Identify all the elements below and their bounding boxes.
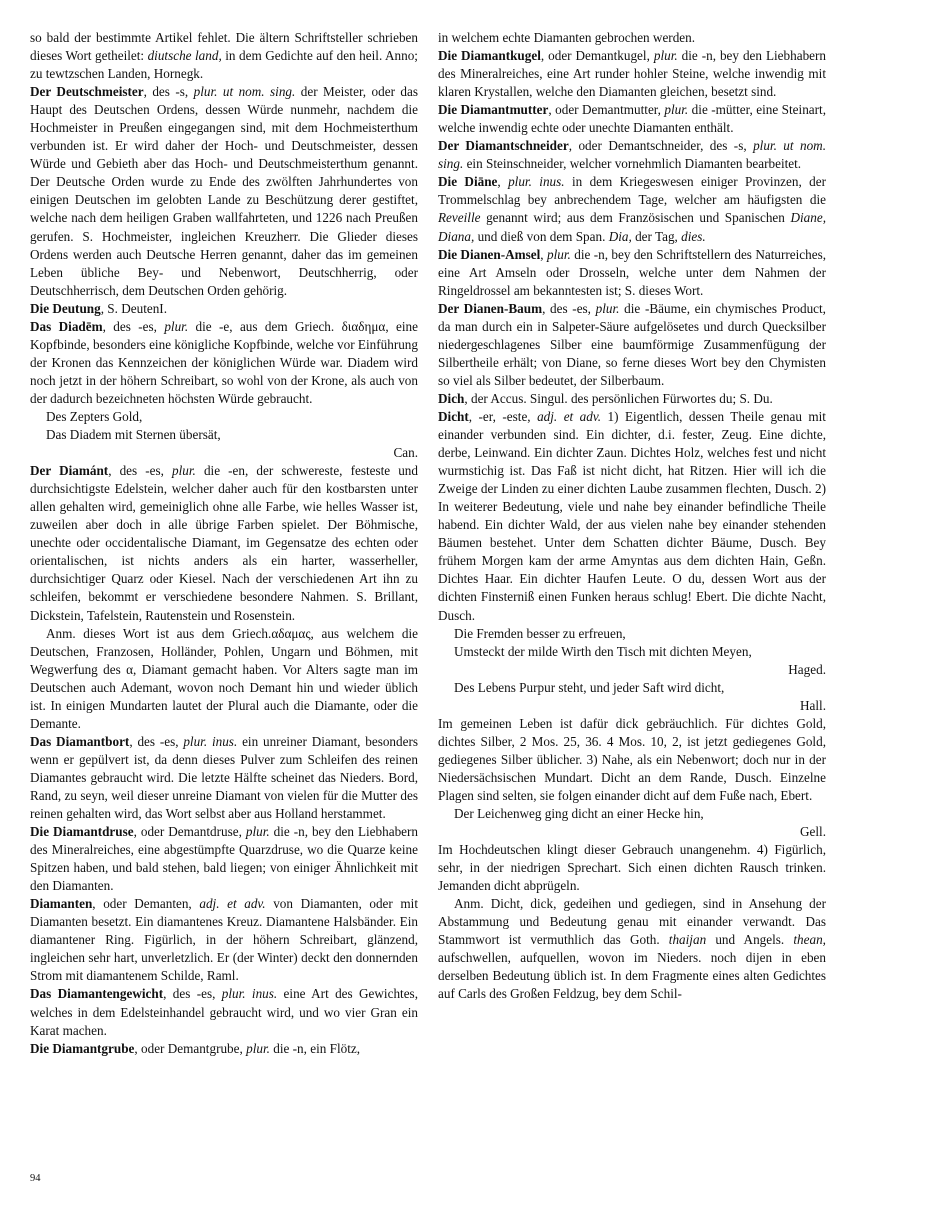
- entry-text: Des Lebens Purpur steht, und jeder Saft wird dicht,: [454, 679, 725, 695]
- headword: Der Diamantschneider: [438, 138, 569, 154]
- entry-text: Die Fremden besser zu erfreuen,: [454, 625, 626, 641]
- entry-text: , oder Demantschneider, des -s,: [568, 138, 754, 154]
- verse-attribution: [438, 697, 826, 715]
- dictionary-entry: [438, 47, 826, 101]
- entry-text: Umsteckt der milde Wirth den Tisch mit dichten Meyen,: [454, 643, 752, 659]
- entry-text: die -e, aus dem Griech. διαδημα, eine Kopfbinde, besonders eine königliche Kopfbinde, welche vor Einführung der Kronen das Kennzeichen der königlichen Würde war. Diadem wird noch jetzt in der höhern Schreibart, so wohl von der Krone, als auch von der dadurch bezeichneten höchsten Würde gebraucht.: [30, 318, 418, 406]
- entry-text: Can.: [393, 445, 418, 461]
- verse-line: [46, 426, 418, 444]
- dictionary-entry: [30, 29, 418, 83]
- entry-text: Gell.: [799, 824, 826, 840]
- entry-text: der Tag,: [631, 228, 682, 244]
- entry-text: die -n, bey den Liebhabern des Mineralreiches, eine abgestümpfte Quarzdruse, wo die Quarze keine Spitzen haben, und bald stehen, bald liegen; von einiger Ähnlichkeit mit den Diamanten.: [30, 824, 419, 894]
- dictionary-entry: [438, 715, 826, 805]
- dictionary-entry: [30, 823, 418, 895]
- headword: Das Diadēm: [30, 318, 103, 334]
- entry-text: , -er, -este,: [468, 408, 538, 424]
- entry-text: Im gemeinen Leben ist dafür dick gebräuchlich. Für dichtes Gold, dichtes Silber, 2 Mos. 25, 36. 4 Mos. 10, 2, ist jetzt gediegenes Gold, gediegenes Silber üblicher. 3) Nahe, als ein Nebenwort; doch nur in der Niedersächsischen Mundart. Dicht an dem Rande, Dusch. Einzelne Plagen sind selten, sie folgen einander dicht auf dem Fuße nach, Ebert.: [438, 715, 826, 803]
- entry-text: , oder Demanten,: [92, 896, 200, 912]
- headword: Die Diāne: [438, 174, 498, 190]
- entry-text: die -n, bey den Liebhabern des Mineralreiches, eine Art runder hohler Steine, welche inwendig mit klaren Krystallen, welche den Diamanten gleichen, besetzt sind.: [438, 48, 827, 100]
- dictionary-entry: [30, 895, 418, 985]
- italic-text: dies.: [681, 228, 706, 244]
- entry-text: die -n, ein Flötz,: [269, 1040, 361, 1056]
- entry-text: die -n, bey den Schriftstellern des Naturreiches, eine Art Amseln oder Drosseln, welche unter dem Nahmen der Ringeldrossel am bekanntesten ist; S. dieses Wort.: [438, 246, 826, 298]
- dictionary-entry: [438, 408, 826, 625]
- entry-text: , des -s,: [143, 84, 194, 100]
- headword: Dich: [438, 390, 465, 406]
- italic-text: thaijan: [668, 932, 707, 948]
- entry-text: ein unreiner Diamant, besonders wenn er gepülvert ist, da denn dieses Pulver zum Schleifen des reinen Diamantes gebraucht wird. Die letzte Hälfte scheinet das Nieders. Bord, Rand, zu seyn, weil dieser unreine Diamant von vielen für die Mutter des reinen gehalten wird, das Wort selbst aber aus Holland herstammet.: [30, 733, 418, 822]
- dictionary-entry: [30, 318, 418, 408]
- verse-line: [454, 625, 826, 643]
- right-column: [438, 29, 826, 1004]
- headword: Dicht: [438, 408, 469, 424]
- italic-text: thean,: [793, 932, 826, 948]
- dictionary-entry: [438, 390, 826, 408]
- headword: Die Diamantdruse: [30, 824, 134, 840]
- entry-text: und dieß von dem Span.: [474, 228, 609, 244]
- entry-text: ,: [540, 246, 547, 262]
- entry-text: die -Bäume, ein chymisches Product, da man durch ein in Salpeter-Säure aufgelösetes und durch Quecksilber niedergeschlagenes Silber eine baumförmige Zusammenfügung der Silbertheile erhält; von Diane, so ferne dieses Wort bey den Chymisten so viel als Silber bedeutet, der Silberbaum.: [438, 300, 826, 388]
- italic-text: plur.: [246, 1040, 270, 1056]
- entry-text: die -en, der schwereste, festeste und durchsichtigste Edelstein, welcher daher auch für den kostbarsten unter allen gehalten wird, gemeiniglich ohne alle Farbe, wie helles Wasser ist, zuweilen aber doch in alle übrige Farben spielet. Der Böhmische, unechte oder occidentalische Diamant, im Gegensatze des echten oder orientalischen, ist nichts anders als ein harter, wasserheller, durchsichtiger Quarz oder Kiesel. Nach der verschiedenen Art ihn zu schleifen, bekommt er verschiedene besondere Nahmen. S. Brillant, Dickstein, Tafelstein, Rautenstein und Rosenstein.: [30, 463, 418, 623]
- entry-text: eine Art des Gewichtes, welches in dem Edelsteinhandel gebraucht wird, und wo vier Gran ein Karat machen.: [30, 986, 418, 1038]
- italic-text: plur. ut nom. sing.: [193, 84, 296, 100]
- entry-text: und Angels.: [706, 932, 794, 948]
- entry-text: , des -es,: [129, 733, 184, 749]
- italic-text: diutsche land,: [147, 48, 222, 64]
- entry-text: in welchem echte Diamanten gebrochen werden.: [438, 30, 696, 45]
- entry-text: Anm. Dicht, dick, gedeihen und gediegen, sind in Ansehung der Abstammung und Bedeutung genau mit einander verwandt. Das Stammwort ist vermuthlich das Goth.: [438, 896, 826, 948]
- italic-text: Reveille: [438, 210, 481, 226]
- page-number: 94: [30, 1173, 41, 1184]
- headword: Das Diamantbort: [30, 733, 130, 749]
- entry-text: die -mütter, eine Steinart, welche inwendig echte oder unechte Diamanten enthält.: [438, 102, 826, 136]
- entry-text: Das Diadem mit Sternen übersät,: [46, 427, 221, 443]
- entry-text: 1) Eigentlich, dessen Theile genau mit einander verbunden sind. Ein dichter, d.i. fester, Zeug. Eine dichte, derbe, Leinwand. Ein dichter Zaun. Dichtes Holz, welches fest und nicht wurmstichig ist. Das Faß ist nicht dicht, hat Ritzen. Hier will ich die Zweige der Linden zu einer dichten Laube zusammen flechten, Dusch. 2) In weiterer Bedeutung, viele und nahe bey einander befindliche Theile habend. Ein dichter Wald, der aus vielen nahe bey einander stehenden Bäumen bestehet. Unter dem Schatten dichter Bäume, Dusch. Bey frühem Morgen kam der arme Amyntas aus dem dichten Hain, Geßn. Dichtes Haar. Ein dichter Haufen Leute. O du, dessen Wort aus der dichten Finsterniß einen Funken heraus schlug! Ebert. Die dichte Nacht, Dusch.: [438, 408, 826, 623]
- dictionary-entry: [30, 985, 418, 1039]
- dictionary-entry: [438, 246, 826, 300]
- verse-line: [454, 805, 826, 823]
- headword: Diamanten: [30, 896, 93, 912]
- italic-text: plur.: [164, 318, 189, 334]
- entry-text: so bald der bestimmte Artikel fehlet. Die ältern Schriftsteller schrieben dieses Wort getheilet:: [30, 30, 418, 64]
- headword: Der Dianen-Baum: [438, 300, 543, 316]
- entry-text: in dem Kriegeswesen einiger Provinzen, der Trommelschlag bey anbrechendem Tage, welcher am häufigsten die: [438, 174, 826, 208]
- verse-attribution: [438, 661, 826, 679]
- headword: Die Diamantkugel: [438, 48, 541, 64]
- dictionary-entry: [438, 841, 826, 895]
- entry-text: , oder Demantgrube,: [134, 1040, 247, 1056]
- dictionary-entry: [30, 300, 418, 318]
- italic-text: adj. et adv.: [199, 896, 266, 912]
- verse-attribution: [438, 823, 826, 841]
- italic-text: plur. ut nom. sing.: [438, 138, 827, 172]
- entry-text: Im Hochdeutschen klingt dieser Gebrauch unangenehm. 4) Figürlich, sehr, in der niedrigen Sprechart. Sich einen dichten Rausch trinken. Jemanden dicht abprügeln.: [438, 842, 826, 894]
- headword: Die Diamantgrube: [30, 1040, 135, 1056]
- headword: Die Dianen-Amsel: [438, 246, 541, 262]
- entry-text: ,: [497, 174, 509, 190]
- dictionary-entry: [30, 625, 418, 733]
- entry-text: , des -es,: [102, 318, 165, 334]
- dictionary-entry: [438, 137, 826, 173]
- entry-text: , der Accus. Singul. des persönlichen Fürwortes du; S. Du.: [464, 390, 773, 406]
- dictionary-entry: [30, 462, 418, 624]
- entry-text: , oder Demantmutter,: [548, 102, 665, 118]
- entry-text: Haged.: [788, 661, 826, 677]
- entry-text: Anm. dieses Wort ist aus dem Griech.αδαμας, aus welchem die Deutschen, Franzosen, Holländer, Pohlen, Ungarn und Böhmen, mit Wegwerfung des α, Diamant gemacht haben. Vor Alters sagte man im Deutschen auch Ademant, wovon noch Demant hin und wieder üblich ist. In einigen Mundarten lautet der Plural auch die Diamante, oder die Demante.: [30, 625, 418, 731]
- italic-text: adj. et adv.: [537, 408, 602, 424]
- entry-text: Des Zepters Gold,: [46, 408, 143, 424]
- italic-text: plur.: [664, 102, 689, 118]
- left-column: [30, 29, 418, 1058]
- dictionary-entry: [30, 1040, 418, 1058]
- entry-text: , oder Demantkugel,: [540, 48, 654, 64]
- dictionary-entry: [30, 83, 418, 300]
- entry-text: , oder Demantdruse,: [133, 824, 246, 840]
- italic-text: plur.: [653, 48, 678, 64]
- headword: Die Diamantmutter: [438, 102, 549, 118]
- italic-text: Diane, Diana,: [438, 210, 826, 244]
- dictionary-entry: [438, 895, 826, 1003]
- entry-text: in dem Gedichte auf den heil. Anno; zu tewtzschen Landen, Hornegk.: [30, 48, 418, 82]
- italic-text: plur.: [595, 300, 620, 316]
- entry-text: , S. DeutenI.: [100, 300, 167, 316]
- headword: Die Deutung: [30, 300, 101, 316]
- dictionary-entry: [438, 173, 826, 245]
- verse-line: [46, 408, 418, 426]
- italic-text: plur. inus.: [221, 986, 278, 1002]
- entry-text: , des -es,: [108, 463, 173, 479]
- headword: Das Diamantengewicht: [30, 986, 164, 1002]
- dictionary-entry: [438, 300, 826, 390]
- headword: Der Deutschmeister: [30, 84, 144, 100]
- entry-text: genannt wird; aus dem Französischen und Spanischen: [480, 210, 791, 226]
- dictionary-entry: [438, 101, 826, 137]
- entry-text: , des -es,: [542, 300, 596, 316]
- verse-attribution: [30, 444, 418, 462]
- italic-text: plur.: [245, 824, 270, 840]
- italic-text: Dia,: [608, 228, 632, 244]
- italic-text: plur.: [172, 463, 196, 479]
- entry-text: der Meister, oder das Haupt des Deutschen Ordens, dessen Würde nunmehr, nachdem die Hochmeister in Preußen eingegangen sind, mit dem Hochmeisterthum verbunden ist. Er wird daher der Hoch- und Deutschmeister, dessen Würde und Gebieth aber das Hoch- und Deutschmeisterthum genannt. Der Deutsche Orden wurde zu Ende des zwölften Jahrhundertes von einigen Deutschen im gelobten Lande zu Beschützung derer gestiftet, welche nach dem heiligen Graben wallfahrteten, und 1226 nach Preußen gerufen. S. Hochmeister, ingleichen Kreuzherr. Die Glieder dieses Ordens werden auch Deutsche Herren genannt, daher das im gemeinen Leben übliche Bey- und Nebenwort, Deutschherrig, oder Deutschherrisch, dem Deutschen Orden gehörig.: [30, 84, 418, 298]
- entry-text: von Diamanten, oder mit Diamanten besetzt. Ein diamantenes Kreuz. Diamantene Halsbänder. Ein diamantener Ring. Figürlich, in der höhern Schreibart, glänzend, ingleichen sehr hart, unverletzlich. Er (der Winter) deckt den donnernden Strom mit diamantenem Schilde, Raml.: [30, 896, 418, 984]
- dictionary-entry: [30, 733, 418, 823]
- entry-text: aufschwellen, aufquellen, wovon im Nieders. noch dijen in eben derselben Bedeutung üblich ist. In dem Fragmente eines alten Gedichtes auf Carls des Großen Feldzug, bey dem Schil-: [438, 950, 826, 1002]
- verse-line: [454, 679, 826, 697]
- dictionary-entry: [438, 29, 826, 47]
- entry-text: ein Steinschneider, welcher vornehmlich Diamanten bearbeitet.: [463, 156, 802, 172]
- italic-text: plur. inus.: [183, 733, 238, 749]
- entry-text: , des -es,: [163, 986, 222, 1002]
- headword: Der Diamánt: [30, 463, 109, 479]
- italic-text: plur. inus.: [508, 174, 565, 190]
- verse-line: [454, 643, 826, 661]
- entry-text: Hall.: [799, 697, 826, 713]
- italic-text: plur.: [547, 246, 571, 262]
- entry-text: Der Leichenweg ging dicht an einer Hecke hin,: [454, 806, 704, 822]
